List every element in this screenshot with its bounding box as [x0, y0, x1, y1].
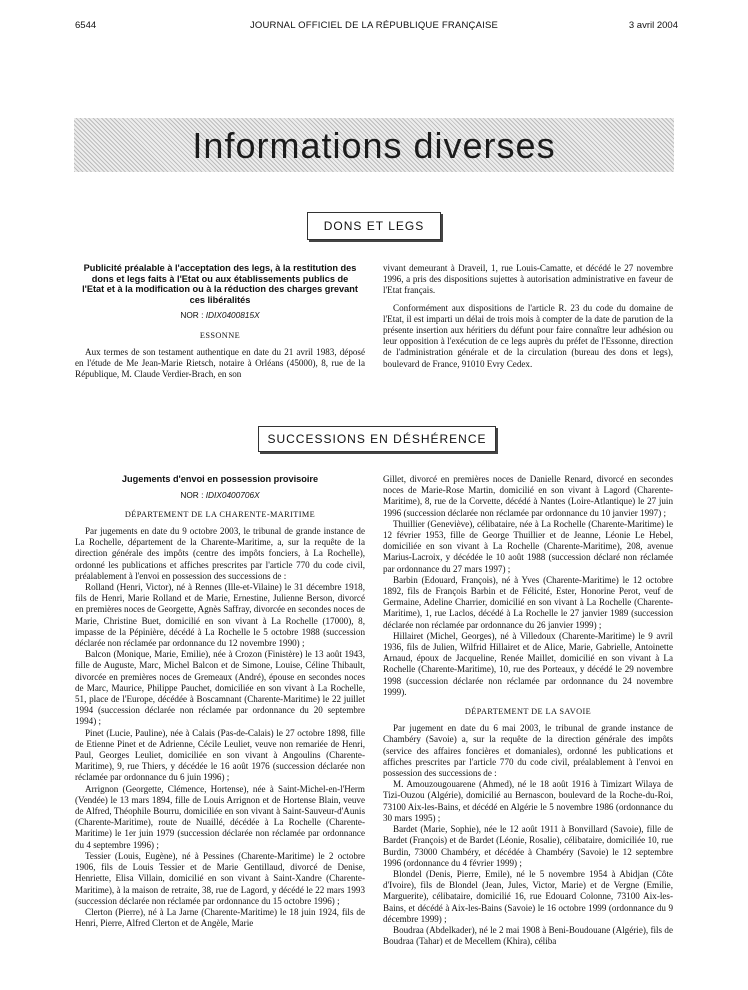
department-heading: DÉPARTEMENT DE LA SAVOIE [464, 707, 592, 717]
banner-title: Informations diverses [192, 125, 556, 166]
department-heading: ESSONNE [199, 330, 241, 340]
section-heading-dons-et-legs: DONS ET LEGS [307, 212, 441, 240]
paragraph: vivant demeurant à Draveil, 1, rue Louis-Camatte, et décédé le 27 novembre 1996, a pris des dispositions sujettes à autorisation administrative en faveur de l'Etat français. [383, 263, 673, 296]
page-header [0, 20, 748, 36]
dons-legs-left-column [75, 263, 365, 380]
paragraph: Par jugement en date du 6 mai 2003, le tribunal de grande instance de Chambéry (Savoie) a, sur la requête de la direction générale des impôts (service des affaires foncières et domaniales), ordonné les publications et affiches prescrites par l'article 770 du code civil, préalablement à l'envoi en possession des successions de : [383, 723, 673, 779]
paragraph: Boudraa (Abdelkader), né le 2 mai 1908 à Beni-Boudouane (Algérie), fils de Boudraa (Tahar) et de Mecellem (Khira), céliba [383, 924, 673, 947]
nor-code: IDIX0400706X [205, 489, 260, 500]
nor-reference [75, 490, 365, 501]
paragraph: Rolland (Henri, Victor), né à Rennes (Ille-et-Vilaine) le 31 décembre 1918, fils de Henri, Marie Rolland et de Marie, Ernestine, Julienne Berson, divorcé en premières noces de Georgette, Agnès Saffray, divorcée en secondes noces de Marie, Christine Buet, domicilié en son vivant à La Rochelle (17000), 8, impasse de la Pépinière, décédé à La Rochelle le 5 octobre 1988 (succession déclarée non réclamée par ordonnance du 12 novembre 1990) ; [75, 582, 365, 649]
nor-code: IDIX0400815X [205, 310, 260, 321]
dons-legs-right-column [383, 263, 673, 370]
successions-right-column [383, 474, 673, 947]
banner [74, 118, 674, 172]
paragraph: M. Amouzougouarene (Ahmed), né le 18 août 1916 à Timizart Wilaya de Tizi-Ouzou (Algérie), domicilié au Bernascon, boulevard de la Roche-du-Roi, 73100 Aix-les-Bains, et décédé en Algérie le 5 novembre 1986 (ordonnance du 30 mars 1995) ; [383, 779, 673, 823]
paragraph: Thuillier (Geneviève), célibataire, née à La Rochelle (Charente-Maritime) le 12 février 1953, fille de George Thuillier et de Jeanne, Léonie Le Hebel, domiciliée en son vivant à La Rochelle (Charente-Maritime), 208, avenue Marius-Lacroix, y décédée le 10 août 1988 (succession déclaré non réclamée par ordonnance du 27 mars 1997) ; [383, 518, 673, 574]
paragraph: Barbin (Edouard, François), né à Yves (Charente-Maritime) le 12 octobre 1892, fils de François Barbin et de Félicité, Ester, Honorine Perot, veuf de Germaine, Adeline Charrier, domicilié en son vivant à La Rochelle (Charente-Maritime), 1, rue Laclos, décédé à La Rochelle le 27 janvier 1989 (succession déclarée non réclamée par ordonnance du 26 janvier 1999) ; [383, 574, 673, 630]
paragraph: Balcon (Monique, Marie, Emilie), née à Crozon (Finistère) le 13 août 1943, fille de Auguste, Marc, Michel Balcon et de Simone, Louise, Céline Thibault, divorcée en premières noces de Gremeaux (André), épouse en secondes noces de Marc, Maurice, Philippe Pauchet, domiciliée en son vivant à La Rochelle, 51, place de l'Europe, décédée à Boscamnant (Charente-Maritime) le 22 juillet 1994 (succession déclarée non réclamée par ordonnance du 20 septembre 1994) ; [75, 649, 365, 727]
paragraph: Aux termes de son testament authentique en date du 21 avril 1983, déposé en l'étude de Me Jean-Marie Rietsch, notaire à Orléans (45000), 8, rue de la République, M. Claude Verdier-Brach, en son [75, 346, 365, 380]
article-title: Jugements d'envoi en possession provisoire [121, 474, 319, 484]
department-heading: DÉPARTEMENT DE LA CHARENTE-MARITIME [124, 509, 316, 519]
issue-date: 3 avril 2004 [628, 20, 678, 31]
nor-label: NOR : [180, 310, 206, 321]
paragraph: Gillet, divorcé en premières noces de Danielle Renard, divorcé en secondes noces de Marie-Rose Martin, domicilié en son vivant à Lagord (Charente-Maritime), 8, rue de la Corvette, décédé à Nantes (Loire-Atlantique) le 27 juin 1996 (succession déclarée non réclamée par ordonnance du 10 janvier 1997) ; [383, 474, 673, 518]
paragraph: Arrignon (Georgette, Clémence, Hortense), née à Saint-Michel-en-l'Herm (Vendée) le 13 mars 1894, fille de Louis Arrignon et de Hortense Blain, veuve de Alfred, Théophile Bourru, domiciliée en son vivant à Saint-Sauveur-d'Aunis (Charente-Maritime), route de Nuaillé, décédée à La Rochelle (Charente-Maritime) le 1er juin 1979 (succession déclarée non réclamée par ordonnance du 4 septembre 1996) ; [75, 783, 365, 850]
paragraph: Conformément aux dispositions de l'article R. 23 du code du domaine de l'Etat, il est imparti un délai de trois mois à compter de la date de parution de la présente insertion aux héritiers du défunt pour faire connaître leur adhésion ou leur opposition à l'exécution de ce legs auprès du préfet de l'Essonne, direction de l'administration générale et de la circulation (bureau des dons et legs), boulevard de France, 91010 Evry Cedex. [383, 302, 673, 369]
paragraph: Par jugements en date du 9 octobre 2003, le tribunal de grande instance de La Rochelle, département de la Charente-Maritime, a, sur la requête de la direction générale des impôts (centre des impôts fonciers, à La Rochelle), ordonné les publications et affiches prescrites par l'article 770 du code civil, préalablement à l'envoi en possession des successions de : [75, 526, 365, 581]
paragraph: Hillairet (Michel, Georges), né à Villedoux (Charente-Maritime) le 9 avril 1936, fils de Julien, Wilfrid Hillairet et de Alice, Marie, Gabrielle, Antoinette Arnaud, époux de Jacqueline, Renée Maillet, domicilié en son vivant à La Rochelle (Charente-Maritime), 10, rue des Porteaux, y décédé le 29 novembre 1998 (succession déclarée non réclamée par ordonnance du 24 novembre 1999). [383, 630, 673, 697]
section-heading-successions: SUCCESSIONS EN DÉSHÉRENCE [258, 426, 496, 452]
nor-label: NOR : [180, 489, 206, 500]
successions-left-column [75, 474, 365, 929]
paragraph: Pinet (Lucie, Pauline), née à Calais (Pas-de-Calais) le 27 octobre 1898, fille de Etienne Pinet et de Adrienne, Cécile Leuliet, veuve non remariée de Henri, Paul, Georges Leuliet, domiciliée en son vivant à Angoulins (Charente-Maritime), 9, rue Thiers, y décédée le 16 août 1976 (succession déclarée non réclamée par ordonnance du 6 juin 1996) ; [75, 727, 365, 783]
paragraph: Tessier (Louis, Eugène), né à Pessines (Charente-Maritime) le 2 octobre 1906, fils de Louis Tessier et de Marie Gentillaud, divorcé de Denise, Henriette, Elisa Villain, domicilié en son vivant à Saint-Xandre (Charente-Maritime), à la maison de retraite, 38, rue de Lagord, y décédé le 22 mars 1993 (succession déclarée non réclamée par ordonnance du 15 octobre 1996) ; [75, 850, 365, 906]
nor-reference [75, 310, 365, 321]
article-title: Publicité préalable à l'acceptation des legs, à la restitution des dons et legs faits à l'Etat ou aux établissements publics de l'Etat et à la modification ou à la réduction des charges grevant ces libéralités [82, 263, 358, 305]
paragraph: Blondel (Denis, Pierre, Emile), né le 5 novembre 1954 à Abidjan (Côte d'Ivoire), fils de Blondel (Jean, Jules, Victor, Marie) et de Vergne (Emilie, Marguerite), célibataire, domicilié 16, rue Edouard Colonne, 73100 Aix-les-Bains, et décédé à Aix-les-Bains (Savoie) le 16 octobre 1999 (ordonnance du 9 décembre 1999) ; [383, 868, 673, 924]
journal-title: JOURNAL OFFICIEL DE LA RÉPUBLIQUE FRANÇAISE [249, 20, 499, 31]
paragraph: Bardet (Marie, Sophie), née le 12 août 1911 à Bonvillard (Savoie), fille de Bardet (François) et de Bardet (Léonie, Rosalie), célibataire, domiciliée 10, rue Burdin, 73000 Chambéry, et décédée à Chambéry (Savoie) le 12 septembre 1996 (ordonnance du 4 février 1999) ; [383, 824, 673, 868]
page-number: 6544 [75, 20, 97, 31]
paragraph: Clerton (Pierre), né à La Jarne (Charente-Maritime) le 18 juin 1924, fils de Henri, Pierre, Alfred Clerton et de Angèle, Marie [75, 906, 365, 929]
